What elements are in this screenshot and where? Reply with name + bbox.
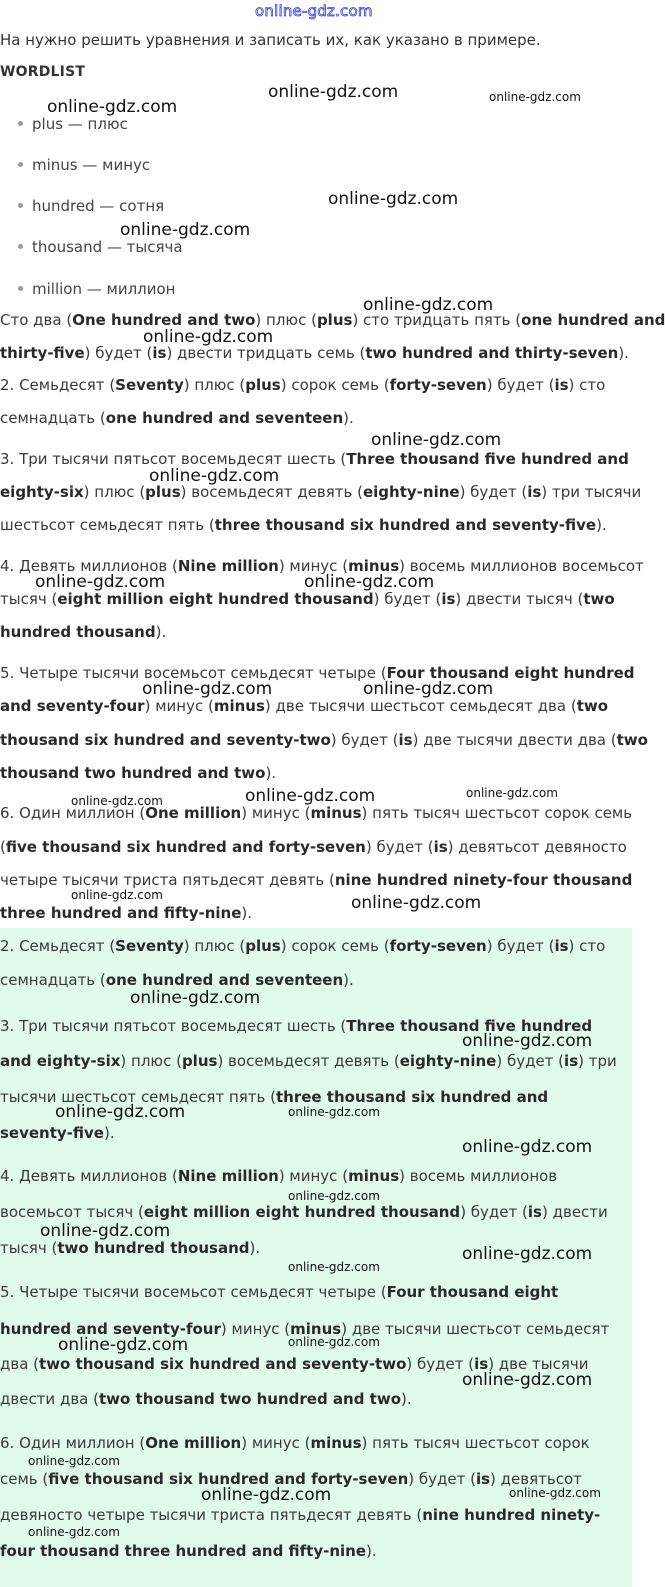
english-term: eighty-nine: [399, 1052, 497, 1070]
russian-text: ) две тысячи двести два (: [412, 731, 617, 749]
russian-text: 2. Семьдесят (: [0, 376, 116, 394]
russian-text: семнадцать (: [0, 971, 106, 989]
english-term: one hundred and seventeen: [105, 971, 344, 989]
russian-text: ) минус (: [144, 697, 214, 715]
russian-text: ).: [241, 904, 252, 922]
russian-text: ) девятьсот девяносто: [447, 838, 627, 856]
russian-text: ) девятьсот: [490, 1470, 582, 1488]
russian-text: ) плюс (: [183, 937, 246, 955]
english-term: three thousand six hundred and: [275, 1088, 549, 1106]
wordlist-title: WORDLIST: [0, 64, 86, 80]
russian-text: ) минус (: [220, 1320, 291, 1338]
english-term: minus: [310, 804, 362, 822]
english-term: Four thousand eight: [386, 1283, 559, 1301]
english-term: forty-seven: [389, 937, 487, 955]
english-term: minus: [348, 557, 400, 575]
russian-text: ) будет (: [496, 1052, 565, 1070]
english-term: nine hundred ninety-four thousand: [334, 871, 633, 889]
answer-line: [0, 1239, 260, 1257]
russian-text: девяносто четыре тысячи триста пятьдесят девять (: [0, 1506, 423, 1524]
wordlist-item-text: million — миллион: [32, 280, 176, 298]
russian-text: ) будет (: [460, 1203, 528, 1221]
russian-text: ).: [343, 971, 354, 989]
english-term: three thousand six hundred and seventy-five: [214, 516, 597, 534]
answer-line: [0, 838, 627, 856]
english-term: is: [554, 937, 569, 955]
english-term: two thousand six hundred and seventy-two: [39, 1355, 407, 1373]
english-term: Nine million: [177, 557, 279, 575]
russian-text: ) будет (: [373, 590, 442, 608]
english-term: is: [441, 590, 456, 608]
english-term: three hundred and fifty-nine: [0, 904, 242, 922]
english-term: thousand six hundred and seventy-two: [0, 731, 331, 749]
watermark: online-gdz.com: [328, 189, 459, 209]
russian-text: ) будет (: [406, 1355, 475, 1373]
bullet-icon: [18, 203, 23, 208]
russian-text: тысяч (: [0, 1239, 58, 1257]
watermark: online-gdz.com: [71, 888, 163, 902]
answer-line: [0, 1434, 590, 1452]
russian-text: семь (: [0, 1470, 49, 1488]
russian-text: ).: [401, 1390, 412, 1408]
watermark: online-gdz.com: [288, 1260, 380, 1274]
russian-text: (: [0, 838, 6, 856]
english-term: four thousand three hundred and fifty-nine: [0, 1542, 367, 1560]
english-term: hundred thousand: [0, 623, 156, 641]
russian-text: 4. Девять миллионов (: [0, 1167, 178, 1185]
russian-text: тысячи шестьсот семьдесят пять (: [0, 1088, 276, 1106]
watermark: online-gdz.com: [462, 1370, 593, 1390]
english-term: plus: [181, 1052, 218, 1070]
russian-text: ) будет (: [408, 1470, 476, 1488]
russian-text: ) плюс (: [83, 483, 146, 501]
answer-line: [0, 1506, 600, 1524]
watermark: online-gdz.com: [130, 988, 261, 1008]
english-term: One hundred and two: [72, 311, 256, 329]
task-instruction: На нужно решить уравнения и записать их, как указано в примере.: [0, 31, 541, 49]
watermark: online-gdz.com: [245, 786, 376, 806]
watermark: online-gdz.com: [120, 220, 251, 240]
english-term: two: [576, 697, 609, 715]
russian-text: ).: [103, 1124, 115, 1142]
watermark: online-gdz.com: [462, 1031, 593, 1051]
header-watermark: online-gdz.com: [255, 2, 373, 20]
english-term: minus: [213, 697, 265, 715]
english-term: five thousand six hundred and forty-seven: [48, 1470, 409, 1488]
watermark: online-gdz.com: [40, 1221, 171, 1241]
watermark: online-gdz.com: [268, 82, 399, 102]
russian-text: 5. Четыре тысячи восемьсот семьдесят четыре (: [0, 1283, 387, 1301]
russian-text: 3. Три тысячи пятьсот восемьдесят шесть (: [0, 450, 347, 468]
watermark: online-gdz.com: [288, 1335, 380, 1349]
english-term: nine hundred ninety-: [422, 1506, 601, 1524]
english-term: is: [433, 838, 448, 856]
watermark: online-gdz.com: [288, 1105, 380, 1119]
russian-text: ) три тысячи: [541, 483, 642, 501]
english-term: minus: [310, 1434, 362, 1452]
russian-text: ) будет (: [365, 838, 434, 856]
wordlist-item: [18, 197, 164, 215]
answer-line: [0, 764, 276, 782]
answer-line: [0, 1283, 558, 1301]
russian-text: ) пять тысяч шестьсот сорок: [361, 1434, 590, 1452]
watermark: online-gdz.com: [149, 466, 280, 486]
watermark: online-gdz.com: [47, 97, 178, 117]
russian-text: ) будет (: [330, 731, 399, 749]
answer-line: [0, 971, 354, 989]
watermark: online-gdz.com: [509, 1486, 601, 1500]
russian-text: 2. Семьдесят (: [0, 937, 116, 955]
english-term: hundred and seventy-four: [0, 1320, 221, 1338]
bullet-icon: [18, 244, 23, 249]
wordlist-item-text: plus — плюс: [32, 115, 128, 133]
answer-line: [0, 871, 632, 889]
russian-text: 6. Один миллион (: [0, 1434, 146, 1452]
watermark: online-gdz.com: [351, 893, 482, 913]
russian-text: ) будет (: [486, 376, 555, 394]
russian-text: ) минус (: [278, 557, 349, 575]
russian-text: ) двести тридцать семь (: [166, 344, 366, 362]
russian-text: ) три: [578, 1052, 617, 1070]
english-term: Nine million: [177, 1167, 279, 1185]
answer-line: [0, 376, 605, 394]
answer-line: [0, 450, 629, 468]
russian-text: ) плюс (: [120, 1052, 182, 1070]
english-term: Three thousand five hundred and: [346, 450, 629, 468]
russian-text: четыре тысячи триста пятьдесят девять (: [0, 871, 335, 889]
answer-line: [0, 1052, 617, 1070]
watermark: online-gdz.com: [371, 430, 502, 450]
english-term: and seventy-four: [0, 697, 145, 715]
english-term: is: [474, 1355, 489, 1373]
russian-text: ) две тысячи: [488, 1355, 589, 1373]
russian-text: ) сто тридцать пять (: [352, 311, 522, 329]
russian-text: 5. Четыре тысячи восемьсот семьдесят четыре (: [0, 664, 387, 682]
english-term: Seventy: [115, 937, 184, 955]
watermark: online-gdz.com: [466, 786, 558, 800]
english-term: Three thousand five hundred: [346, 1017, 593, 1035]
russian-text: ) сорок семь (: [280, 376, 390, 394]
bullet-icon: [18, 286, 23, 291]
english-term: one hundred and seventeen: [105, 409, 344, 427]
answer-line: [0, 1542, 377, 1560]
english-term: Seventy: [115, 376, 184, 394]
answer-line: [0, 731, 648, 749]
russian-text: ).: [155, 623, 167, 641]
english-term: is: [152, 344, 167, 362]
answer-line: [0, 483, 641, 501]
russian-text: шестьсот семьдесят пять (: [0, 516, 215, 534]
answer-line: [0, 311, 665, 329]
russian-text: ).: [596, 516, 607, 534]
english-term: is: [564, 1052, 579, 1070]
russian-text: ) плюс (: [183, 376, 246, 394]
russian-text: восемьсот тысяч (: [0, 1203, 144, 1221]
russian-text: ) две тысячи шестьсот семьдесят два (: [264, 697, 577, 715]
english-term: seventy-five: [0, 1124, 104, 1142]
watermark: online-gdz.com: [363, 295, 494, 315]
bullet-icon: [18, 162, 23, 167]
english-term: two: [616, 731, 648, 749]
watermark: online-gdz.com: [28, 1454, 120, 1468]
english-term: two hundred thousand: [57, 1239, 250, 1257]
wordlist-item: [18, 238, 183, 256]
english-term: two thousand two hundred and two: [98, 1390, 401, 1408]
english-term: two: [583, 590, 615, 608]
answer-line: [0, 1203, 608, 1221]
russian-text: ) минус (: [278, 1167, 349, 1185]
russian-text: ) двести: [541, 1203, 608, 1221]
english-term: one hundred and: [521, 311, 665, 329]
russian-text: ) две тысячи шестьсот семьдесят: [341, 1320, 610, 1338]
answer-line: [0, 590, 615, 608]
english-term: is: [527, 483, 542, 501]
answer-line: [0, 1167, 557, 1185]
watermark: online-gdz.com: [363, 679, 494, 699]
answer-line: [0, 697, 608, 715]
english-term: two hundred and thirty-seven: [365, 344, 619, 362]
russian-text: ) минус (: [241, 1434, 311, 1452]
english-term: One million: [145, 804, 242, 822]
english-term: thousand two hundred and two: [0, 764, 266, 782]
english-term: eight million eight hundred thousand: [143, 1203, 461, 1221]
russian-text: двести два (: [0, 1390, 99, 1408]
english-term: and eighty-six: [0, 1052, 121, 1070]
answer-line: [0, 904, 252, 922]
page-header: [0, 0, 632, 28]
answer-line: [0, 516, 607, 534]
russian-text: 4. Девять миллионов (: [0, 557, 178, 575]
answer-line: [0, 937, 605, 955]
answer-line: [0, 623, 166, 641]
russian-text: ).: [366, 1542, 377, 1560]
russian-text: ) сто: [568, 376, 606, 394]
wordlist-item: [18, 115, 128, 133]
watermark: online-gdz.com: [304, 572, 435, 592]
watermark: online-gdz.com: [58, 1335, 189, 1355]
english-term: forty-seven: [389, 376, 487, 394]
watermark: online-gdz.com: [288, 1189, 380, 1203]
english-term: One million: [145, 1434, 242, 1452]
english-term: eight million eight hundred thousand: [57, 590, 374, 608]
russian-text: ) сто: [568, 937, 606, 955]
russian-text: ) будет (: [84, 344, 153, 362]
russian-text: 3. Три тысячи пятьсот восемьдесят шесть (: [0, 1017, 347, 1035]
answer-line: [0, 1124, 115, 1142]
english-term: minus: [290, 1320, 342, 1338]
watermark: online-gdz.com: [55, 1102, 186, 1122]
watermark: online-gdz.com: [462, 1137, 593, 1157]
english-term: plus: [316, 311, 353, 329]
english-term: plus: [245, 376, 281, 394]
english-term: is: [475, 1470, 491, 1488]
english-term: is: [527, 1203, 542, 1221]
watermark: online-gdz.com: [28, 1525, 120, 1539]
answer-line: [0, 344, 629, 362]
english-term: eighty-six: [0, 483, 84, 501]
watermark: online-gdz.com: [462, 1244, 593, 1264]
answer-line: [0, 409, 354, 427]
wordlist-item-text: thousand — тысяча: [32, 238, 183, 256]
russian-text: ) минус (: [241, 804, 311, 822]
russian-text: семнадцать (: [0, 409, 106, 427]
bullet-icon: [18, 121, 23, 126]
watermark: online-gdz.com: [142, 679, 273, 699]
russian-text: ) будет (: [486, 937, 555, 955]
watermark: online-gdz.com: [201, 1485, 332, 1505]
watermark: online-gdz.com: [489, 90, 581, 104]
english-term: thirty-five: [0, 344, 85, 362]
russian-text: ).: [343, 409, 354, 427]
russian-text: Сто два (: [0, 311, 73, 329]
russian-text: ).: [265, 764, 277, 782]
english-term: plus: [145, 483, 181, 501]
english-term: eighty-nine: [362, 483, 460, 501]
watermark: online-gdz.com: [143, 327, 274, 347]
wordlist-item: [18, 156, 150, 174]
answer-line: [0, 664, 635, 682]
english-term: plus: [245, 937, 281, 955]
russian-text: ).: [249, 1239, 261, 1257]
english-term: five thousand six hundred and forty-seven: [5, 838, 366, 856]
english-term: minus: [348, 1167, 400, 1185]
russian-text: ) будет (: [459, 483, 528, 501]
english-term: Four thousand eight hundred: [386, 664, 635, 682]
russian-text: ) восемьдесят девять (: [217, 1052, 400, 1070]
english-term: is: [398, 731, 413, 749]
watermark: online-gdz.com: [71, 794, 163, 808]
watermark: online-gdz.com: [35, 572, 166, 592]
wordlist-item: [18, 280, 175, 298]
russian-text: ) пять тысяч шестьсот сорок семь: [361, 804, 633, 822]
wordlist-item-text: hundred — сотня: [32, 197, 165, 215]
wordlist-item-text: minus — минус: [32, 156, 151, 174]
russian-text: ) двести тысяч (: [455, 590, 584, 608]
russian-text: ) плюс (: [255, 311, 317, 329]
russian-text: два (: [0, 1355, 40, 1373]
russian-text: ) восемь миллионов восемьсот: [399, 557, 644, 575]
russian-text: 6. Один миллион (: [0, 804, 146, 822]
russian-text: ) сорок семь (: [280, 937, 390, 955]
answer-line: [0, 1390, 412, 1408]
english-term: is: [554, 376, 569, 394]
russian-text: ).: [618, 344, 629, 362]
russian-text: ) восемьдесят девять (: [180, 483, 363, 501]
russian-text: тысяч (: [0, 590, 58, 608]
russian-text: ) восемь миллионов: [399, 1167, 558, 1185]
